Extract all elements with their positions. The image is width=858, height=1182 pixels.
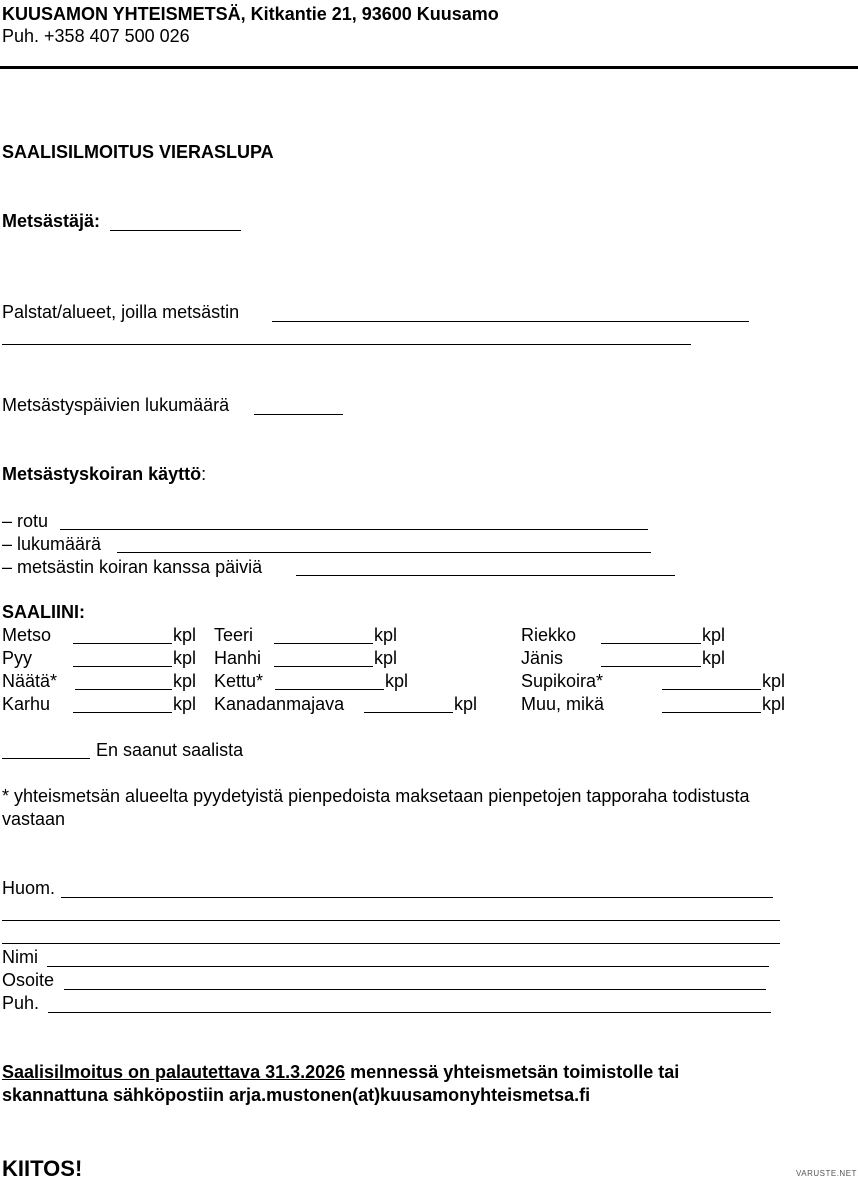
note-field-line3[interactable] <box>2 943 780 944</box>
catch-field[interactable] <box>73 643 172 644</box>
dog-count-label: – lukumäärä <box>2 534 102 554</box>
catch-field[interactable] <box>601 643 701 644</box>
areas-field-line1[interactable] <box>272 321 749 322</box>
catch-unit: kpl <box>762 671 786 691</box>
catch-field[interactable] <box>662 689 761 690</box>
phone-field[interactable] <box>48 1012 771 1013</box>
name-field[interactable] <box>47 966 769 967</box>
dog-days-label: – metsästin koiran kanssa päiviä <box>2 557 263 577</box>
dog-heading: Metsästyskoiran käyttö: <box>2 464 207 484</box>
catch-field[interactable] <box>601 666 701 667</box>
catch-species: Pyy <box>2 648 33 668</box>
thanks-text: KIITOS! <box>2 1156 83 1181</box>
name-label: Nimi <box>2 947 38 967</box>
catch-unit: kpl <box>173 648 197 668</box>
footnote-line1: * yhteismetsän alueelta pyydetyistä pienpedoista maksetaan pienpetojen tapporaha todistusta <box>2 786 750 806</box>
org-header: KUUSAMON YHTEISMETSÄ, Kitkantie 21, 93600 Kuusamo <box>2 4 499 24</box>
catch-species: Näätä* <box>2 671 58 691</box>
catch-field[interactable] <box>75 689 172 690</box>
address-label: Osoite <box>2 970 55 990</box>
no-catch-label: En saanut saalista <box>96 740 244 760</box>
catch-field[interactable] <box>364 712 453 713</box>
days-label: Metsästyspäivien lukumäärä <box>2 395 230 415</box>
catch-unit: kpl <box>173 625 197 645</box>
days-field[interactable] <box>254 414 343 415</box>
hunter-field[interactable] <box>110 230 241 231</box>
catch-unit: kpl <box>374 648 398 668</box>
return-instruction-line2: skannattuna sähköpostiin arja.mustonen(at)kuusamonyhteismetsa.fi <box>2 1085 591 1105</box>
catch-species: Karhu <box>2 694 51 714</box>
catch-field[interactable] <box>274 666 373 667</box>
dog-count-field[interactable] <box>117 552 651 553</box>
catch-unit: kpl <box>385 671 409 691</box>
catch-field[interactable] <box>662 712 761 713</box>
no-catch-field[interactable] <box>2 758 90 759</box>
catch-field[interactable] <box>73 712 172 713</box>
catch-unit: kpl <box>173 694 197 714</box>
org-phone: Puh. +358 407 500 026 <box>2 26 190 46</box>
note-label: Huom. <box>2 878 56 898</box>
return-instruction-line1: Saalisilmoitus on palautettava 31.3.2026 mennessä yhteismetsän toimistolle tai <box>2 1062 680 1082</box>
catch-unit: kpl <box>374 625 398 645</box>
catch-field[interactable] <box>275 689 384 690</box>
catch-unit: kpl <box>702 625 726 645</box>
catch-field[interactable] <box>73 666 172 667</box>
areas-field-line2[interactable] <box>2 344 691 345</box>
catch-heading: SAALIINI: <box>2 602 85 622</box>
catch-unit: kpl <box>173 671 197 691</box>
dog-days-field[interactable] <box>296 575 675 576</box>
catch-unit: kpl <box>702 648 726 668</box>
catch-unit: kpl <box>454 694 478 714</box>
areas-label: Palstat/alueet, joilla metsästin <box>2 302 240 322</box>
catch-species: Supikoira* <box>521 671 604 691</box>
catch-species: Kettu* <box>214 671 264 691</box>
catch-unit: kpl <box>762 694 786 714</box>
note-field-line1[interactable] <box>61 897 773 898</box>
dog-breed-label: – rotu <box>2 511 49 531</box>
header-divider <box>0 66 858 69</box>
watermark: VARUSTE.NET <box>796 1169 857 1178</box>
catch-species: Jänis <box>521 648 564 668</box>
hunter-label: Metsästäjä: <box>2 211 101 231</box>
catch-species: Muu, mikä <box>521 694 605 714</box>
note-field-line2[interactable] <box>2 920 780 921</box>
phone-label: Puh. <box>2 993 40 1013</box>
catch-field[interactable] <box>274 643 373 644</box>
catch-species: Kanadanmajava <box>214 694 345 714</box>
catch-species: Hanhi <box>214 648 262 668</box>
catch-species: Teeri <box>214 625 254 645</box>
form-title: SAALISILMOITUS VIERASLUPA <box>2 142 274 162</box>
footnote-line2: vastaan <box>2 809 66 829</box>
dog-breed-field[interactable] <box>60 529 648 530</box>
address-field[interactable] <box>64 989 766 990</box>
catch-species: Riekko <box>521 625 577 645</box>
catch-species: Metso <box>2 625 52 645</box>
return-deadline: Saalisilmoitus on palautettava 31.3.2026 <box>2 1062 346 1082</box>
